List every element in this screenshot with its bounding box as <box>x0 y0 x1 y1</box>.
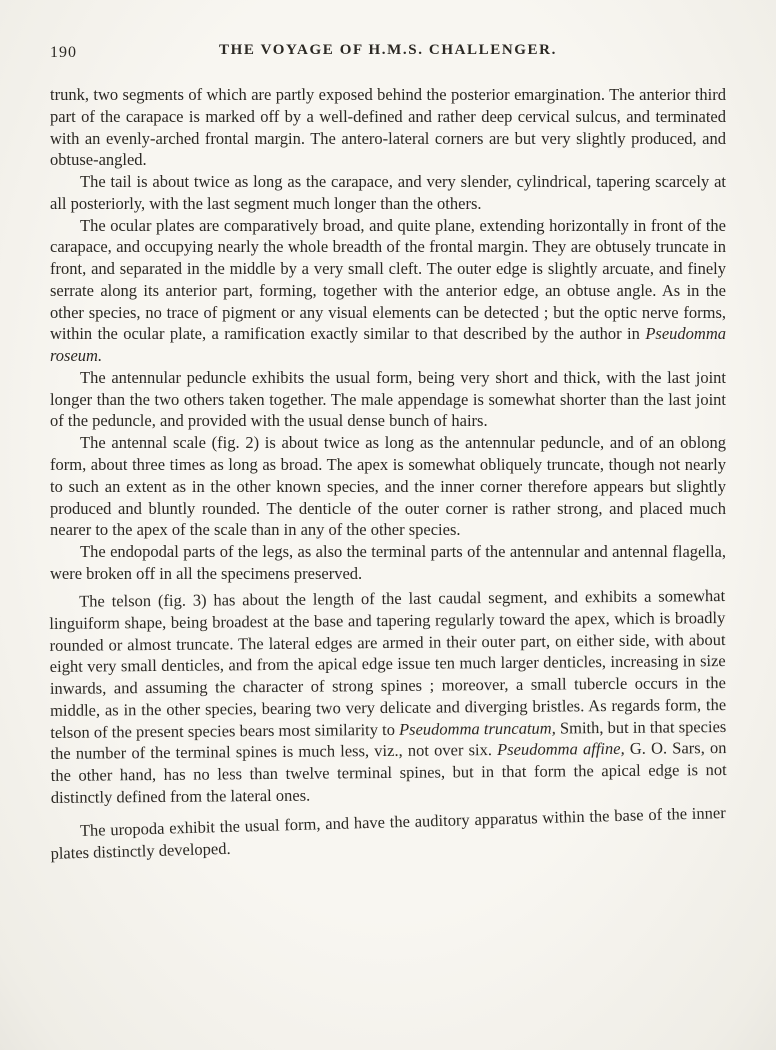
species-name: Pseudomma roseum. <box>50 324 726 366</box>
text-run: The endopodal parts of the legs, as also the terminal parts of the antennular and antennal flagella, were broken off in all the specimens preserved. <box>50 542 726 583</box>
paragraph <box>50 171 726 215</box>
text-run: The telson (fig. 3) has about the length of the last caudal segment, and exhibits a somewhat linguiform shape, being broadest at the base and tapering regularly toward the apex, which is broadly rounded or almost truncate. The lateral edges are armed in their outer part, on either side, with about eight very small denticles, and from the apical edge issue ten much larger denticles, increasing in size inwards, and assuming the character of strong spines ; moreover, a small tubercle occurs in the middle, as in the other species, bearing two very delicate and diverging bristles. As regards form, the telson of the present species bears most similarity to <box>49 585 727 742</box>
paragraph <box>50 802 727 864</box>
paragraph <box>49 585 727 809</box>
text-run: The antennular peduncle exhibits the usual form, being very short and thick, with the last joint longer than the two others taken together. The male appendage is somewhat shorter than the last joint of the peduncle, and provided with the usual dense bunch of hairs. <box>50 367 726 431</box>
paragraph <box>50 367 726 432</box>
text-run: The ocular plates are comparatively broad, and quite plane, extending horizontally in front of the carapace, and occupying nearly the whole breadth of the frontal margin. They are obtusely truncate in front, and separated in the middle by a very small cleft. The outer edge is slightly arcuate, and finely serrate along its anterior part, forming, together with the anterior edge, an obtuse angle. As in the other species, no trace of pigment or any visual elements can be detected ; but the optic nerve forms, within the ocular plate, a ramification exactly similar to that described by the author in <box>50 215 726 344</box>
page-body <box>49 84 727 863</box>
species-name: Pseudomma truncatum, <box>398 717 556 739</box>
text-run: The uropoda exhibit the usual form, and have the auditory apparatus within the base of the inner plates distinctly developed. <box>50 803 726 863</box>
text-run: G. O. Sars, on the other hand, has no less than twelve terminal spines, but in that form the apical edge is not distinctly defined from the lateral ones. <box>50 737 727 807</box>
paragraph <box>50 84 726 171</box>
paragraph <box>50 541 726 585</box>
text-run: The tail is about twice as long as the carapace, and very slender, cylindrical, tapering scarcely at all posteriorly, with the last segment much longer than the others. <box>50 172 726 213</box>
text-run: Smith, but in that species the number of the terminal spines is much less, viz., not over six. <box>50 716 727 763</box>
text-run: trunk, two segments of which are partly exposed behind the posterior emargination. The anterior third part of the carapace is marked off by a well-defined and rather deep cervical sulcus, and terminated with an evenly-arched frontal margin. The antero-lateral corners are but very slightly produced, and obtuse-angled. <box>50 85 726 170</box>
species-name: Pseudomma affine, <box>497 738 625 759</box>
page-header <box>50 42 726 68</box>
running-title: THE VOYAGE OF H.M.S. CHALLENGER. <box>219 42 557 58</box>
paragraph <box>50 432 726 541</box>
text-run: The antennal scale (fig. 2) is about twice as long as the antennular peduncle, and of an oblong form, about three times as long as broad. The apex is somewhat obliquely truncate, though not nearly to such an extent as in the other known species, and the inner corner therefore appears but slightly produced and bluntly rounded. The denticle of the outer corner is rather strong, and placed much nearer to the apex of the scale than in any of the other species. <box>50 433 726 540</box>
paragraph <box>50 215 726 367</box>
page-number: 190 <box>50 44 77 61</box>
